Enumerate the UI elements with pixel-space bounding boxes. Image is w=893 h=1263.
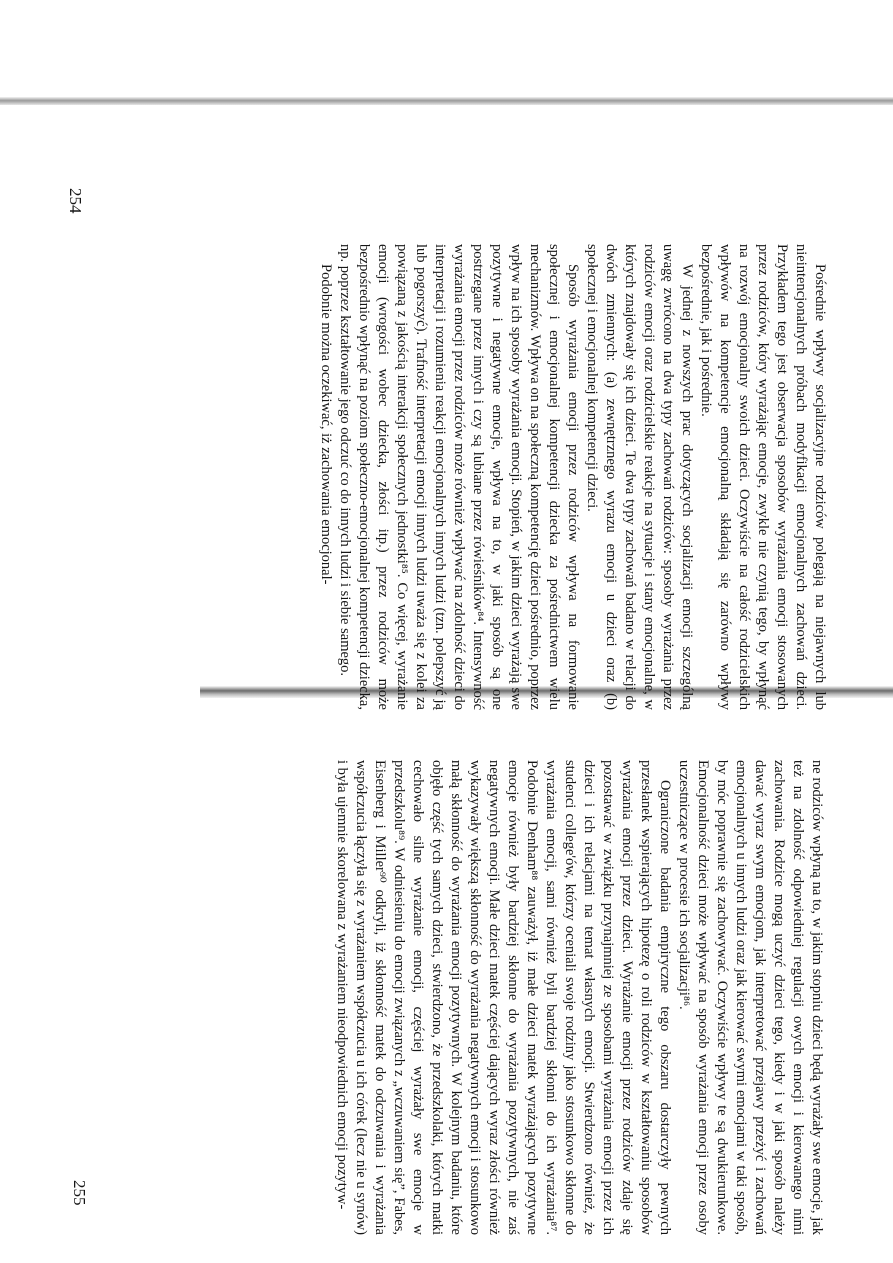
paragraph: Sposób wyrażania emocji przez rodziców wpływa na formowanie społecznej i emocjonalnej kompetencji dziecka za pośrednictwem wielu mechanizmów. Wpływa on na społeczną kompetencję dzieci pośrednio, poprzez wpływ na ich sposoby wyrażania emocji. Stopień, w jakim dzieci wyrażają swe pozytywne i negatywne emocje, wpływa na to, w jaki sposób są one postrzegane przez innych i czy są lubiane przez rówieśników⁸⁴. Intensywność wyrażania emocji przez rodziców może również wpływać na zdolność dzieci do interpretacji i rozumienia reakcji emocjonalnych innych ludzi (tzn. polepszyć ją lub pogorszyć). Trafność interpretacji emocji innych ludzi uważa się z kolei za powiązaną z jakością interakcji społecznych jednostki⁸⁵. Co więcej, wyrażanie emocji (wrogości wobec dziecka, złości itp.) przez rodziców może bezpośrednio wpłynąć na poziom społeczno-emocjonalnej kompetencji dziecka, np. poprzez kształtowanie jego odczuć co do innych ludzi i siebie samego.	[337, 244, 581, 710]
right-page-text	[332, 760, 826, 1235]
paragraph: Pośrednie wpływy socjalizacyjne rodziców polegają na niejawnych lub nieintencjonalnych próbach modyfikacji emocjonalnych zachowań dzieci. Przykładem tego jest obserwacja sposobów wyrażania emocji stosowanych przez rodziców, który wyrażając emocje, zwykle nie czynią tego, by wpłynąć na rozwój emocjonalny swoich dzieci. Oczywiście na całość rodzicielskich wpływów na kompetencje emocjonalną składają się zarówno wpływy bezpośrednie, jak i pośrednie.	[698, 244, 828, 710]
paragraph: Podobnie można oczekiwać, iż zachowania emocjonal-	[318, 264, 334, 585]
paragraph: Ograniczone badania empiryczne tego obszaru dostarczyły pewnych przesłanek wspierających hipotezę o roli rodziców w kształtowaniu sposobów wyrażania emocji przez dzieci. Wyrażanie emocji przez rodziców zdaje się pozostawać w związku przynajmniej ze sposobami wyrażania emocji przez ich dzieci i ich relacjami na temat własnych emocji. Stwierdzono również, że studenci college'ów, którzy oceniali swoje rodziny jako stosunkowo skłonne do wyrażania emocji, sami również byli bardziej skłonni do ich wyrażania⁸⁷. Podobnie Denham⁸⁸ zauważył, iż małe dzieci matek wyrażających pozytywne emocje również były bardziej skłonne do wyrażania pozytywnych, nie zaś negatywnych emocji. Małe dzieci matek częściej dających wyraz złości również wykazywały większą skłonność do wyrażania negatywnych emocji i stosunkowo małą skłonność do wyrażania emocji pozytywnych. W kolejnym badaniu, które objęło część tych samych dzieci, stwierdzono, że przedszkolaki, których matki cechowało silne wyrażanie emocji, częściej wyrażały swe emocje w przedszkolu⁸⁹. W odniesieniu do emocji związanych z „wczuwaniem się”, Fabes, Eisenberg i Miller⁹⁰ odkryli, iż skłonność matek do odczuwania i wyrażania współczucia łączyła się z wyrażaniem współczucia u ich córek (lecz nie u synów) i była ujemnie skorelowana z wyrażaniem nieodpowiednich emocji pozytyw-	[334, 760, 673, 1235]
right-page-number: 255	[70, 1180, 89, 1206]
left-page-text	[316, 244, 829, 710]
left-page-number: 254	[66, 188, 85, 214]
paragraph: ne rodziców wpłyną na to, w jakim stopniu dzieci będą wyrażały swe emocje, jak też na zdolność odpowiedniej regulacji owych emocji i kierowanego nimi zachowania. Rodzice mogą uczyć dzieci tego, kiedy i w jaki sposób należy dawać wyraz swym emocjom, jak interpretować przejawy przeżyć i zachowań emocjonalnych u innych ludzi oraz jak kierować swymi emocjami w taki sposób, by móc poprawnie się zachowywać. Oczywiście wpływy te są dwukierunkowe. Emocjonalność dzieci może wpływać na sposób wyrażania emocji przez osoby uczestniczące w procesie ich socjalizacji⁸⁶.	[676, 760, 825, 1235]
paragraph: W jednej z nowszych prac dotyczących socjalizacji emocji szczególną uwagę zwrócono na dwa typy zachowań rodziców: sposoby wyrażania przez rodziców emocji oraz rodzicielskie reakcje na sytuacje i stany emocjonalne, w których znajdowały się ich dzieci. Te dwa typy zachowań badano w relacji do dwóch zmiennych: (a) zewnętrznego wyrazu emocji u dzieci oraz (b) społecznej i emocjonalnej kompetencji dzieci.	[584, 244, 695, 710]
